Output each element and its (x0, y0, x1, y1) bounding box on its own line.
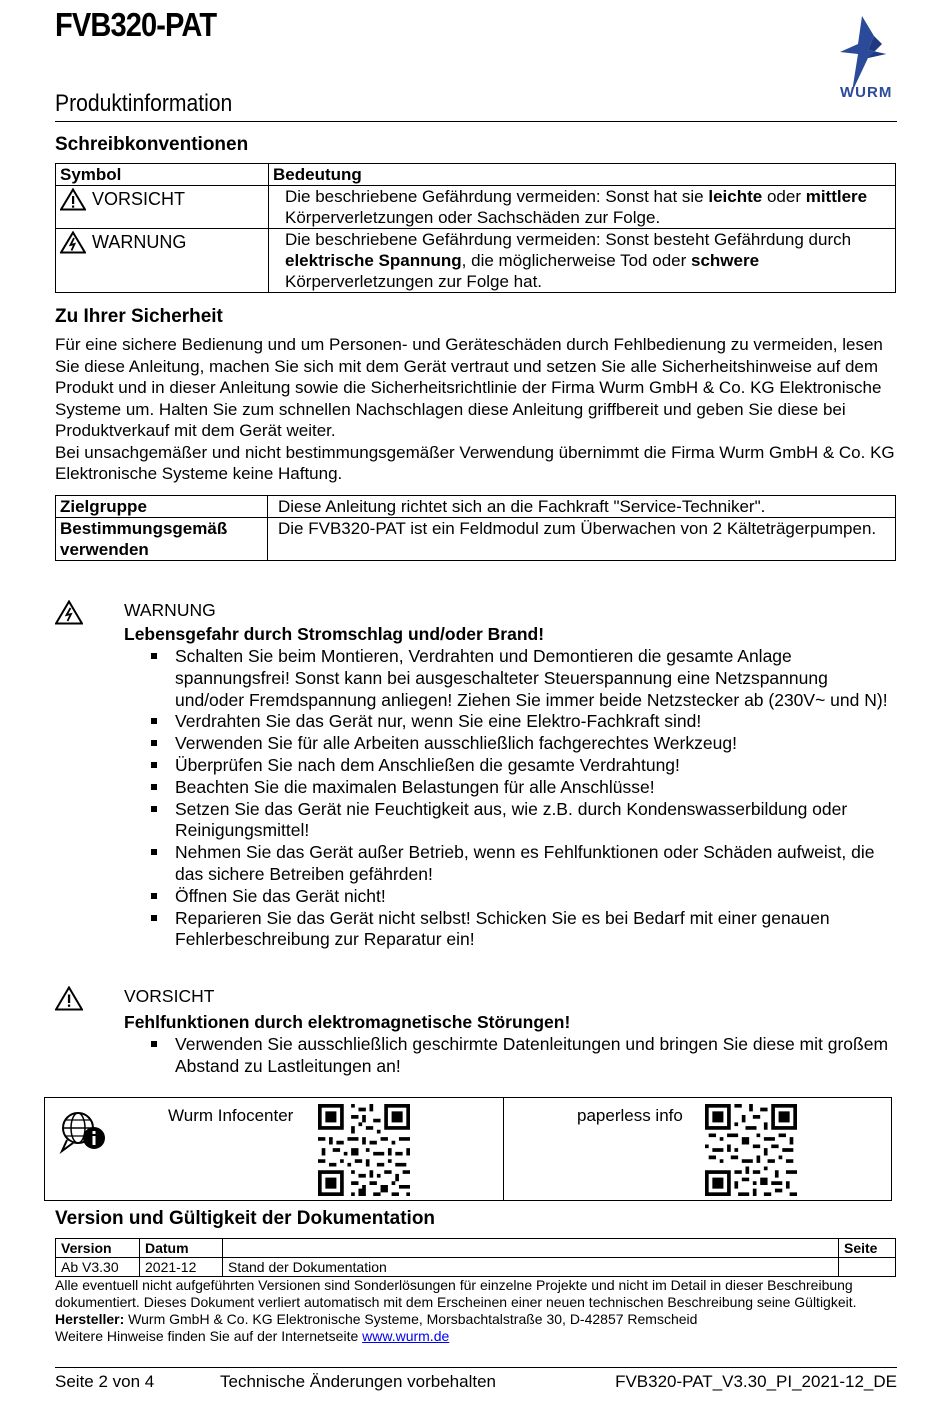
version-notes (55, 1277, 897, 1345)
change-notice: Technische Änderungen vorbehalten (220, 1372, 496, 1391)
wurm-logo (838, 14, 898, 104)
version-heading: Version und Gültigkeit der Dokumentation (55, 1208, 436, 1229)
col-page: Seite (839, 1239, 896, 1258)
document-subtitle: Produktinformation (55, 90, 233, 117)
conventions-heading: Schreibkonventionen (55, 134, 249, 155)
target-group-key: Zielgruppe (56, 496, 268, 518)
electric-hazard-icon (60, 231, 86, 254)
col-symbol: Symbol (56, 164, 269, 186)
safety-paragraph-1: Für eine sichere Bedienung und um Personen- und Geräteschäden durch Fehlbedienung zu vermeiden, lesen Sie diese Anleitung, machen Sie sich mit dem Gerät vertraut und setzen Sie alle Sicherheitshinweise auf dem Produkt und in dieser Anleitung sowie die Sicherheitsrichtlinie der Firma Wurm GmbH & Co. KG Elektronische Systeme um. Halten Sie zum schnellen Nachschlagen diese Anleitung griffbereit und geben Sie diese bei Produktverkauf mit dem Gerät weiter. (55, 335, 883, 440)
footer-rule (55, 1367, 897, 1368)
symbol-warning: WARNUNG (92, 232, 187, 252)
list-item: Reparieren Sie das Gerät nicht selbst! Schicken Sie es bei Bedarf mit einer genauen Fehlerbeschreibung zur Reparatur ein! (149, 908, 894, 952)
safety-paragraph-2: Bei unsachgemäßer und nicht bestimmungsgemäßer Verwendung übernimmt die Firma Wurm GmbH & Co. KG Elektronische Systeme keine Haftung. (55, 442, 895, 483)
list-item: Verdrahten Sie das Gerät nur, wenn Sie eine Elektro-Fachkraft sind! (149, 711, 894, 733)
cell-status: Stand der Dokumentation (223, 1258, 839, 1277)
col-date: Datum (140, 1239, 223, 1258)
target-table (55, 495, 896, 561)
list-item: Schalten Sie beim Montieren, Verdrahten und Demontieren die gesamte Anlage spannungsfrei! Sonst kann bei ausgeschalteter Steuerspannung eine Netzspannung und/oder Fremdspannung anliegen! Ziehen Sie immer beide Netzstecker ab (230V~ und N)! (149, 646, 894, 711)
caution-label: VORSICHT (124, 986, 215, 1006)
document-id: FVB320-PAT_V3.30_PI_2021-12_DE (615, 1372, 897, 1391)
target-group-value: Diese Anleitung richtet sich an die Fachkraft "Service-Techniker". (268, 496, 896, 518)
manufacturer-line: Hersteller: Wurm GmbH & Co. KG Elektronische Systeme, Morsbachtalstraße 30, D-42857 Remscheid (55, 1311, 698, 1327)
caution-block (55, 984, 897, 1079)
warning-list (149, 646, 894, 951)
info-box (44, 1097, 892, 1201)
logo-wordmark: WURM (840, 84, 893, 101)
list-item: Öffnen Sie das Gerät nicht! (149, 886, 894, 908)
col-meaning: Bedeutung (269, 164, 896, 186)
table-row (56, 1258, 896, 1277)
document-title: FVB320-PAT (55, 6, 217, 43)
table-row (56, 186, 896, 229)
info-divider (503, 1098, 504, 1200)
qr-code-paperless[interactable] (705, 1104, 797, 1196)
list-item: Überprüfen Sie nach dem Anschließen die gesamte Verdrahtung! (149, 755, 894, 777)
website-line: Weitere Hinweise finden Sie auf der Internetseite www.wurm.de (55, 1328, 450, 1344)
cell-date: 2021-12 (140, 1258, 223, 1277)
col-version: Version (56, 1239, 140, 1258)
infocenter-label: Wurm Infocenter (168, 1106, 294, 1125)
caution-title: Fehlfunktionen durch elektromagnetische Störungen! (124, 1012, 571, 1032)
warning-title: Lebensgefahr durch Stromschlag und/oder Brand! (124, 624, 545, 644)
intended-use-value: Die FVB320-PAT ist ein Feldmodul zum Überwachen von 2 Kälteträgerpumpen. (268, 518, 896, 561)
electric-hazard-icon (55, 600, 83, 625)
col-status (223, 1239, 839, 1258)
safety-text (55, 334, 897, 485)
globe-info-icon (57, 1108, 107, 1154)
table-row (56, 1239, 896, 1258)
list-item: Setzen Sie das Gerät nie Feuchtigkeit aus, wie z.B. durch Kondenswasserbildung oder Reinigungsmittel! (149, 799, 894, 843)
symbol-caution: VORSICHT (92, 189, 186, 209)
warning-label: WARNUNG (124, 600, 216, 620)
warning-block (55, 598, 897, 978)
validity-note: Alle eventuell nicht aufgeführten Versionen sind Sonderlösungen für einzelne Projekte und nicht im Detail in dieser Beschreibung dokumentiert. Dieses Dokument verliert automatisch mit dem Erscheinen einer neuen technischen Beschreibung seine Gültigkeit. (55, 1277, 857, 1310)
warning-triangle-icon (55, 986, 83, 1011)
meaning-caution: Die beschriebene Gefährdung vermeiden: Sonst hat sie leichte oder mittlere Körperverletzungen oder Sachschäden zur Folge. (269, 186, 896, 229)
warning-triangle-icon (60, 188, 86, 211)
table-row (56, 518, 896, 561)
header-rule (55, 121, 897, 122)
table-row (56, 496, 896, 518)
safety-heading: Zu Ihrer Sicherheit (55, 306, 223, 327)
list-item: Verwenden Sie ausschließlich geschirmte Datenleitungen und bringen Sie diese mit großem Abstand zu Lastleitungen an! (149, 1034, 894, 1078)
intended-use-key: Bestimmungsgemäß verwenden (56, 518, 268, 561)
caution-list (149, 1034, 894, 1078)
page-number: Seite 2 von 4 (55, 1372, 155, 1391)
website-link[interactable]: www.wurm.de (362, 1328, 450, 1344)
qr-code-infocenter[interactable] (318, 1104, 410, 1196)
list-item: Verwenden Sie für alle Arbeiten ausschließlich fachgerechtes Werkzeug! (149, 733, 894, 755)
list-item: Beachten Sie die maximalen Belastungen für alle Anschlüsse! (149, 777, 894, 799)
conventions-table (55, 163, 896, 293)
version-table (55, 1238, 896, 1277)
meaning-warning: Die beschriebene Gefährdung vermeiden: Sonst besteht Gefährdung durch elektrische Spannung, die möglicherweise Tod oder schwere Körperverletzungen zur Folge hat. (269, 229, 896, 293)
list-item: Nehmen Sie das Gerät außer Betrieb, wenn es Fehlfunktionen oder Schäden aufweist, die das sichere Betreiben gefährden! (149, 842, 894, 886)
cell-page (839, 1258, 896, 1277)
paperless-label: paperless info (577, 1106, 683, 1125)
table-row (56, 229, 896, 293)
cell-version: Ab V3.30 (56, 1258, 140, 1277)
